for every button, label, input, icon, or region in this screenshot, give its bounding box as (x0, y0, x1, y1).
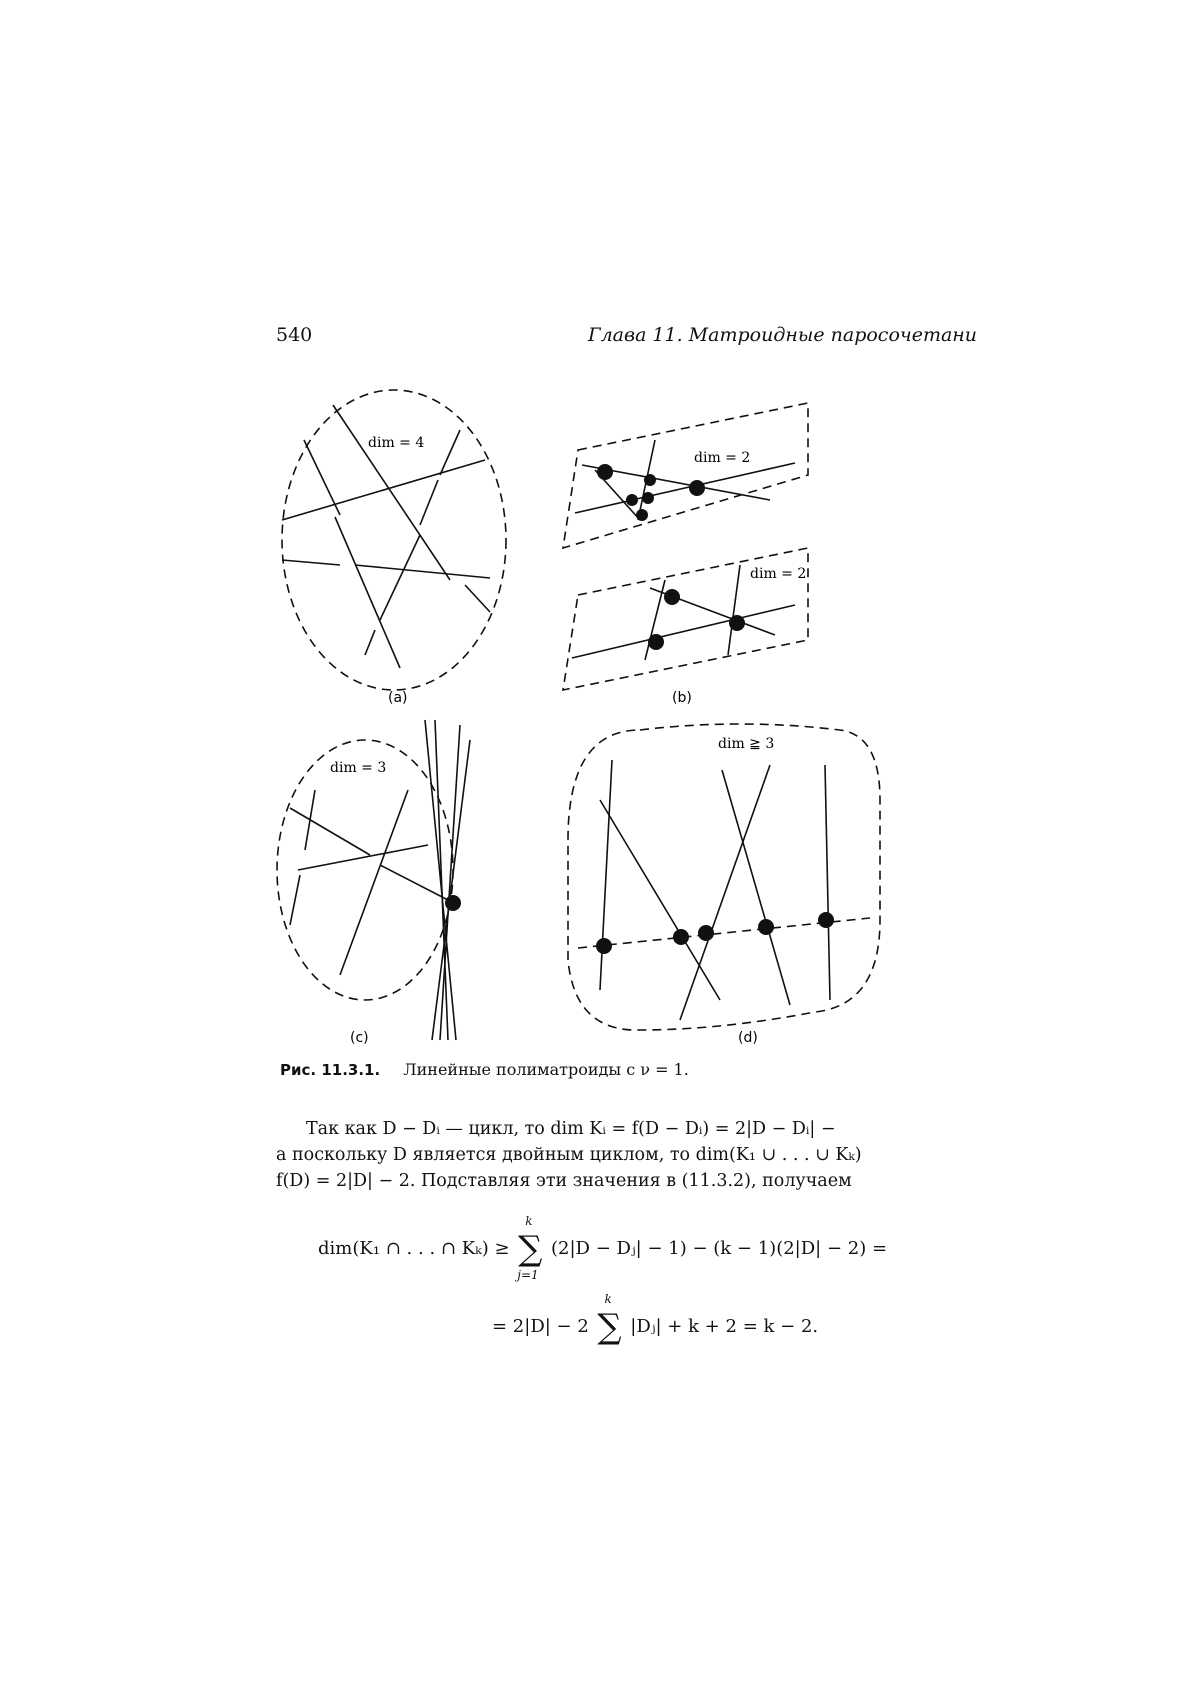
body-line-1: Так как D − Dᵢ — цикл, то dim Kᵢ = f(D − Dᵢ) = 2|D − Dᵢ| − (306, 1119, 836, 1139)
eq-sum-1-lower: j=1 (517, 1268, 539, 1282)
eq-sum-1 (515, 1214, 545, 1282)
running-title: Глава 11. Матроидные паросочетани (588, 324, 978, 346)
body-line-2: а поскольку D является двойным циклом, то dim(K₁ ∪ . . . ∪ Kₖ) (276, 1145, 862, 1165)
eq-sum-1-symbol: ∑ (518, 1229, 543, 1269)
panel-d (568, 724, 880, 1030)
panel-a-sublabel: (a) (388, 690, 408, 706)
page-number: 540 (276, 324, 313, 346)
panel-c-boundary (277, 740, 453, 1000)
eq-sum-2-upper: k (604, 1292, 612, 1306)
intersection-dots (445, 464, 834, 954)
equation-line-1 (318, 1214, 888, 1282)
figure-caption (280, 1060, 689, 1079)
caption-text: Линейные полиматроиды с ν = 1. (403, 1060, 689, 1079)
eq-line2-suffix: |Dⱼ| + k + 2 = k − 2. (630, 1316, 819, 1337)
panel-d-boundary (568, 724, 880, 1030)
panel-b-top-dim-label: dim = 2 (694, 450, 751, 466)
panel-d-dim-label: dim ≧ 3 (718, 736, 775, 752)
eq-sum-1-upper: k (525, 1214, 533, 1228)
eq-sum-2 (595, 1292, 625, 1347)
panel-d-sublabel: (d) (738, 1030, 758, 1046)
panel-a-dim-label: dim = 4 (368, 435, 425, 451)
body-line-3: f(D) = 2|D| − 2. Подставляя эти значения в (11.3.2), получаем (276, 1171, 852, 1191)
panel-b-bottom-dim-label: dim = 2 (750, 566, 807, 582)
caption-number: Рис. 11.3.1. (280, 1061, 381, 1079)
eq-sum-2-symbol: ∑ (597, 1307, 622, 1347)
eq-rhs-1: (2|D − Dⱼ| − 1) − (k − 1)(2|D| − 2) = (551, 1238, 888, 1259)
eq-lhs: dim(K₁ ∩ . . . ∩ Kₖ) ≥ (318, 1238, 510, 1259)
eq-line2-prefix: = 2|D| − 2 (492, 1316, 589, 1337)
equation-line-2 (492, 1292, 819, 1347)
panel-c-sublabel: (c) (350, 1030, 369, 1046)
panel-b-sublabel: (b) (672, 690, 692, 706)
panel-c-dim-label: dim = 3 (330, 760, 387, 776)
